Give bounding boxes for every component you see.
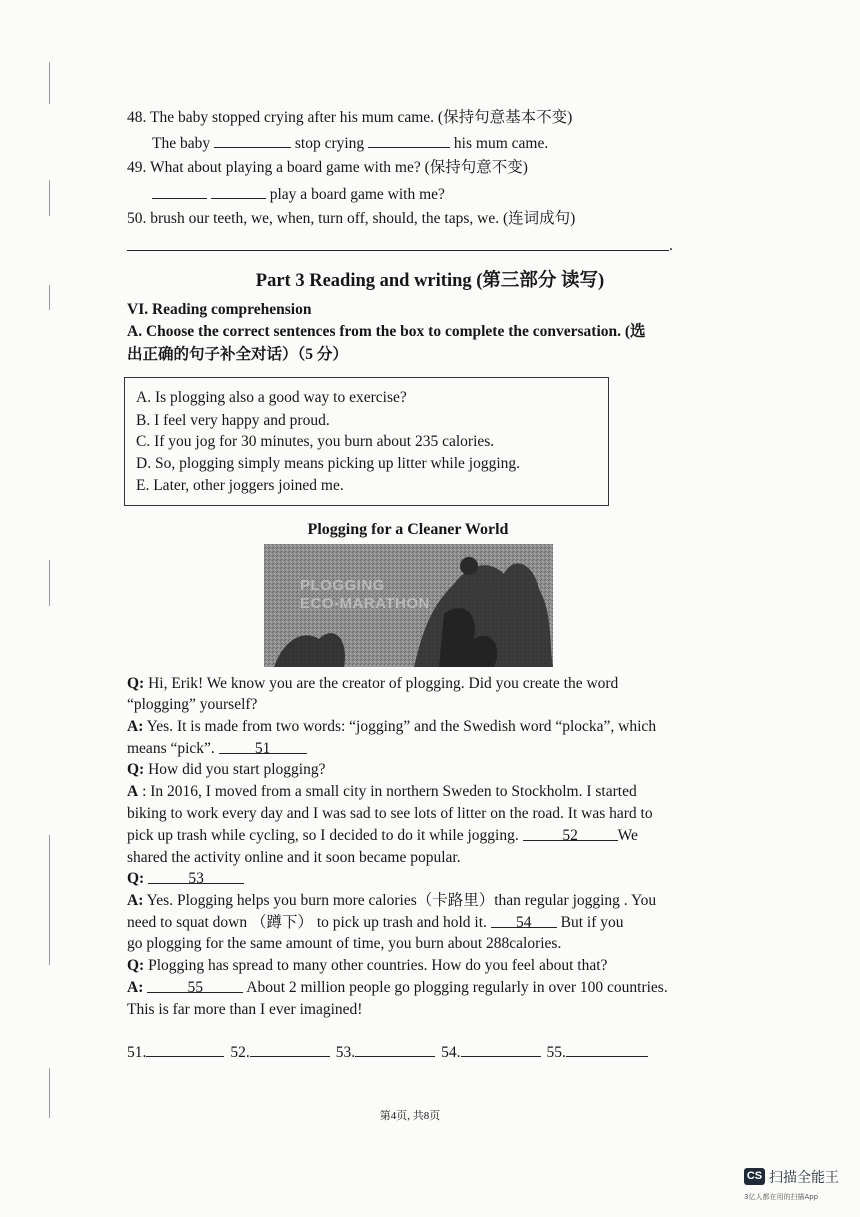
question-50: 50. brush our teeth, we, when, turn off, should, the taps, we. (连词成句) <box>127 210 576 227</box>
dialogue-text: Hi, Erik! We know you are the creator of plogging. Did you create the word <box>144 675 619 692</box>
answer-field-55[interactable] <box>566 1042 648 1057</box>
dialogue-a1-cont <box>127 739 307 759</box>
answer-label-55: 55. <box>546 1044 566 1061</box>
answer-blank[interactable] <box>152 184 207 199</box>
option-d: D. So, plogging simply means picking up litter while jogging. <box>136 455 521 472</box>
question-49: 49. What about playing a board game with me? (保持句意不变) <box>127 159 528 176</box>
question-49-answer-line <box>152 184 445 205</box>
blank-51[interactable] <box>219 739 307 757</box>
page-number: 第4页, 共8页 <box>379 1110 441 1122</box>
q48-text-a: The baby <box>152 135 211 152</box>
answer-blank[interactable] <box>211 184 266 199</box>
option-a: A. Is plogging also a good way to exercise? <box>136 389 407 406</box>
story-title: Plogging for a Cleaner World <box>307 521 509 538</box>
dialogue-a3-cont <box>127 913 624 933</box>
dialogue-a3-cont2: go plogging for the same amount of time, you burn about 288calories. <box>127 935 562 952</box>
dialogue-a2 <box>127 782 637 802</box>
speaker-a: A <box>127 783 139 800</box>
section-heading: VI. Reading comprehension <box>127 301 312 318</box>
photo-caption-2: ECO-MARATHON <box>300 595 430 612</box>
dialogue-q3 <box>127 869 244 889</box>
section-instruction: A. Choose the correct sentences from the box to complete the conversation. (选 <box>127 323 646 340</box>
blank-51-label: 51 <box>254 740 271 757</box>
cs-logo-icon: CS <box>744 1168 765 1185</box>
option-e: E. Later, other joggers joined me. <box>136 477 344 494</box>
dialogue-a2-cont2 <box>127 826 638 846</box>
dialogue-text: But if you <box>556 914 624 931</box>
answer-label-51: 51. <box>127 1044 147 1061</box>
answer-field-53[interactable] <box>355 1042 435 1057</box>
blank-53-label: 53 <box>188 870 204 887</box>
dialogue-text: : In 2016, I moved from a small city in northern Sweden to Stockholm. I started <box>138 783 637 800</box>
blank-55-label: 55 <box>187 979 203 996</box>
section-instruction-cont: 出正确的句子补全对话）（5 分） <box>127 346 348 363</box>
logo-name: 扫描全能王 <box>769 1170 839 1186</box>
dialogue-text: Yes. Plogging helps you burn more calories（卡路里）than regular jogging . You <box>143 892 657 909</box>
question-48: 48. The baby stopped crying after his mum came. (保持句意基本不变) <box>127 109 573 126</box>
dialogue-text: Yes. It is made from two words: “jogging” and the Swedish word “plocka”, which <box>143 718 657 735</box>
dialogue-text: About 2 million people go plogging regularly in over 100 countries. <box>243 979 668 996</box>
answer-label-54: 54. <box>441 1044 461 1061</box>
speaker-q: Q: <box>127 675 145 692</box>
logo-tagline: 3亿人都在用的扫描App <box>744 1193 819 1201</box>
option-c: C. If you jog for 30 minutes, you burn about 235 calories. <box>136 433 495 450</box>
blank-53[interactable] <box>148 869 244 887</box>
q48-text-c: his mum came. <box>453 135 549 152</box>
answer-label-52: 52. <box>230 1044 250 1061</box>
dialogue-q4 <box>127 956 607 976</box>
dialogue-a3 <box>127 891 656 911</box>
part-title: Part 3 Reading and writing (第三部分 读写) <box>255 271 605 291</box>
speaker-q: Q: <box>127 761 145 778</box>
dialogue-q2 <box>127 760 325 780</box>
dialogue-text: We <box>617 827 638 844</box>
speaker-q: Q: <box>127 957 145 974</box>
blank-54[interactable] <box>491 913 557 931</box>
dialogue-text: need to squat down （蹲下） to pick up trash and hold it. <box>127 914 491 931</box>
answer-field-54[interactable] <box>461 1042 541 1057</box>
dialogue-a2-cont: biking to work every day and I was sad to see lots of litter on the road. It was hard to <box>127 805 653 822</box>
speaker-a: A: <box>127 718 144 735</box>
answer-blank[interactable] <box>214 133 291 148</box>
blank-54-label: 54 <box>516 914 532 931</box>
dialogue-a4 <box>127 978 668 998</box>
dialogue-a1 <box>127 717 656 737</box>
speaker-a: A: <box>127 979 144 996</box>
q49-text-end: play a board game with me? <box>269 186 445 203</box>
question-48-answer-line <box>152 133 548 154</box>
plogging-photo <box>264 544 553 667</box>
blank-55[interactable] <box>147 978 243 996</box>
answer-field-52[interactable] <box>250 1042 330 1057</box>
photo-caption-1: PLOGGING <box>300 577 385 594</box>
answer-label-53: 53. <box>335 1044 356 1061</box>
answer-blank[interactable] <box>368 133 450 148</box>
q48-text-b: stop crying <box>294 135 365 152</box>
dialogue-text: Plogging has spread to many other countries. How do you feel about that? <box>144 957 608 974</box>
dialogue-q1-cont: “plogging” yourself? <box>127 696 258 713</box>
answer-row <box>127 1042 648 1063</box>
question-50-answer-line[interactable] <box>127 250 669 251</box>
dialogue-text: means “pick”. <box>127 740 219 757</box>
dialogue-text: pick up trash while cycling, so I decided to do it while jogging. <box>127 827 523 844</box>
answer-field-51[interactable] <box>146 1042 224 1057</box>
dialogue-a2-cont3: shared the activity online and it soon became popular. <box>127 849 461 866</box>
dialogue-q1 <box>127 674 618 694</box>
dialogue-a4-cont: This is far more than I ever imagined! <box>127 1001 363 1018</box>
blank-52-label: 52 <box>562 827 578 844</box>
dialogue-text: How did you start plogging? <box>144 761 326 778</box>
speaker-a: A: <box>127 892 144 909</box>
speaker-q: Q: <box>127 870 145 887</box>
blank-52[interactable] <box>523 826 618 844</box>
option-b: B. I feel very happy and proud. <box>136 412 330 429</box>
options-box <box>124 377 609 506</box>
question-50-end-mark: . <box>669 237 673 254</box>
